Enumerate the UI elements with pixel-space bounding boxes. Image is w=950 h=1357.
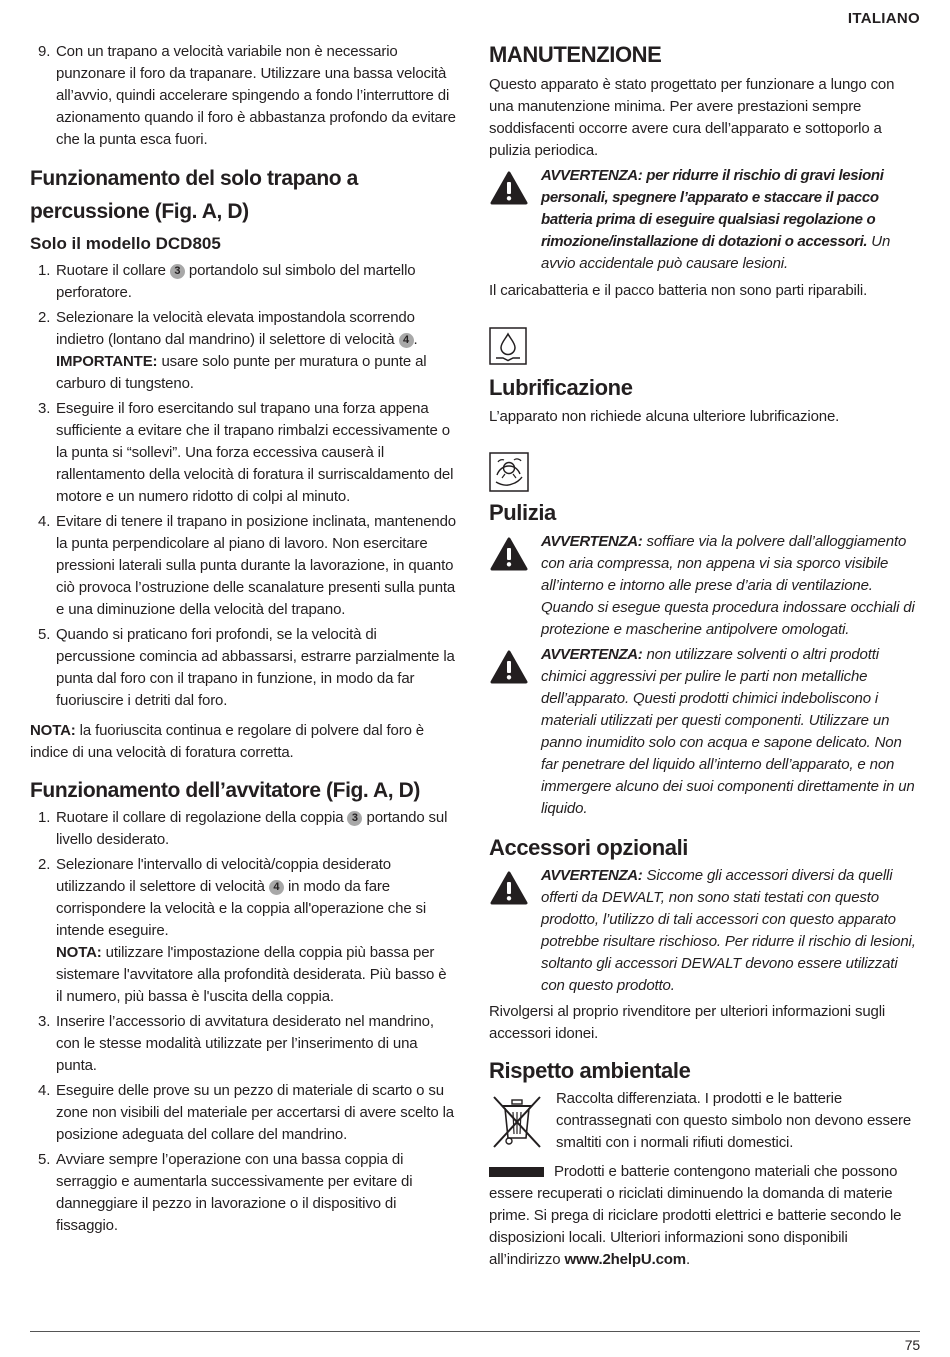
step-text: Eseguire delle prove su un pezzo di materiale di scarto o su zone non visibili del materiale per accertarsi di avere scelto la posizione adeguata del collare del mandrino. (56, 1082, 454, 1143)
warning-body: soffiare via la polvere dall’alloggiamento con aria compressa, non appena vi sia sporco visibile all’interno e intorno alle prese d’aria di ventilazione. Quando si esegue questa procedura indossare occhiali di protezione e mascherine antipolvere omologati. (541, 533, 915, 638)
warning-label: AVVERTENZA: (541, 533, 643, 550)
list-item (30, 854, 456, 1008)
screwdriving-steps-list (30, 807, 456, 1237)
accessories-warning (489, 865, 920, 997)
crossed-bin-icon (489, 1088, 556, 1159)
section-title-lubrication: Lubrificazione (489, 375, 633, 400)
step-number: 4. (38, 513, 51, 530)
left-column (30, 41, 456, 1237)
warning-text (541, 531, 920, 641)
step-text: Quando si praticano fori profondi, se la velocità di percussione comincia ad abbassarsi, estrarre parzialmente la punta dal foro con il trapano in funzione, in modo da far fuoriuscire i detriti dal foro. (56, 626, 455, 709)
recycling-text: Prodotti e batterie contengono materiali che possono essere recuperati o riciclati diminuendo la domanda di materie prime. Si prega di riciclare prodotti elettrici e batterie secondo le disposizioni locali. Ulteriori informazioni sono disponibili all’indirizzo (489, 1163, 902, 1268)
section-title-hammer-drilling: Funzionamento del solo trapano a percussione (Fig. A, D) (30, 167, 358, 223)
url-suffix: . (686, 1251, 691, 1268)
warning-triangle-icon (489, 865, 541, 997)
step-text (56, 807, 456, 851)
section-title-screwdriving: Funzionamento dell’avvitatore (Fig. A, D) (30, 779, 421, 802)
warning-text (541, 165, 920, 275)
step-number: 1. (38, 262, 51, 279)
important-text: usare solo punte per muratura o punte al carburo di tungsteno. (56, 353, 427, 392)
note-paragraph (30, 720, 456, 764)
separate-collection-bar (489, 1167, 544, 1177)
step-number: 4. (38, 1082, 51, 1099)
cleaning-warning (489, 644, 920, 820)
section-title-environment: Rispetto ambientale (489, 1058, 691, 1083)
oil-drop-icon (489, 327, 920, 365)
accessories-text: Rivolgersi al proprio rivenditore per ulteriori informazioni sugli accessori idonei. (489, 1003, 886, 1042)
section-title-maintenance: MANUTENZIONE (489, 42, 662, 67)
step-text-start: Ruotare il collare (56, 262, 166, 279)
warning-italic-text: Un avvio accidentale può causare lesioni. (541, 233, 891, 272)
list-item (30, 624, 456, 712)
step-number: 1. (38, 809, 51, 826)
maintenance-note: Il caricabatteria e il pacco batteria non sono parti riparabili. (489, 282, 868, 299)
step-text-end: . (413, 331, 418, 348)
separate-collection-row (489, 1088, 920, 1159)
step-text-start: Ruotare il collare di regolazione della coppia (56, 809, 344, 826)
speed-selector-callout-badge: 4 (269, 880, 284, 895)
note-text: la fuoriuscita continua e regolare di polvere dal foro è indice di una velocità di foratura corretta. (30, 722, 424, 761)
cleaning-hands-icon (489, 452, 920, 492)
cleaning-warning (489, 531, 920, 641)
right-column (489, 38, 920, 1271)
note-label: NOTA: (56, 944, 102, 961)
step-text: Avviare sempre l’operazione con una bassa coppia di serraggio e aumentarla successivamente per evitare di danneggiare il pezzo in lavorazione o il dispositivo di fissaggio. (56, 1151, 413, 1234)
warning-label: AVVERTENZA: (541, 867, 643, 884)
speed-selector-callout-badge: 4 (399, 333, 414, 348)
step-text: Eseguire il foro esercitando sul trapano una forza appena sufficiente a evitare che il trapano rimbalzi eccessivamente o la punta si “sollevi”. Una forza eccessiva causerà il rallentamento della velocità di foratura il surriscaldamento del motore e un numero ridotto di colpi al minuto. (56, 400, 454, 505)
section-title-optional-accessories: Accessori opzionali (489, 835, 689, 860)
note-text: utilizzare l'impostazione della coppia più bassa per sistemare l'avvitatore alla profondità desiderata. Più basso è il numero, più bassa è l'uscita della coppia. (56, 944, 447, 1005)
list-item (30, 260, 456, 304)
warning-text (541, 644, 920, 820)
list-item (30, 807, 456, 851)
model-subtitle: Solo il modello DCD805 (30, 234, 221, 253)
warning-body: non utilizzare solventi o altri prodotti chimici aggressivi per pulire le parti non metalliche dell’apparato. Questi prodotti chimici indeboliscono i materiali utilizzati per questi componenti. Utilizzare un panno inumidito solo con acqua e sapone delicato. Non far penetrare del liquido all’interno dell’apparato, e non immergere alcuno dei suoi componenti direttamente in un liquido. (541, 646, 915, 817)
step-number: 3. (38, 1013, 51, 1030)
warning-triangle-icon (489, 644, 541, 820)
step-text: Inserire l’accessorio di avvitatura desiderato nel mandrino, con le stesse modalità utilizzate per l’inserimento di una punta. (56, 1013, 434, 1074)
step-text-start: Selezionare l'intervallo di velocità/coppia desiderato utilizzando il selettore di velocità (56, 856, 391, 895)
separate-collection-text: Raccolta differenziata. I prodotti e le batterie contrassegnati con questo simbolo non devono essere smaltiti con i normali rifiuti domestici. (556, 1090, 912, 1151)
section-title-cleaning: Pulizia (489, 500, 556, 525)
step-number: 5. (38, 626, 51, 643)
footer-rule (30, 1331, 920, 1332)
step-text: Evitare di tenere il trapano in posizione inclinata, mantenendo la punta perpendicolare al piano di lavoro. Non esercitare pressioni laterali sulla punta durante la lavorazione, in quanto ciò provoca l’ostruzione delle scanalature presenti sulla punta e una diminuzione della velocità del trapano. (56, 513, 456, 618)
lubrication-text: L’apparato non richiede alcuna ulteriore lubrificazione. (489, 408, 840, 425)
step-number: 2. (38, 309, 51, 326)
recycling-paragraph (489, 1161, 920, 1271)
step-text-end: portando sul livello desiderato. (56, 809, 448, 848)
list-item (30, 1011, 456, 1077)
step-number: 2. (38, 856, 51, 873)
list-item (30, 511, 456, 621)
note-label: NOTA: (30, 722, 76, 739)
important-label: IMPORTANTE: (56, 353, 158, 370)
collar-callout-badge: 3 (170, 264, 185, 279)
list-item (30, 1080, 456, 1146)
list-item (30, 398, 456, 508)
step-text-end: in modo da fare corrispondere la velocità e la coppia all'operazione che si intende eseguire. (56, 878, 427, 939)
warning-text (541, 865, 920, 997)
page-number: 75 (904, 1337, 920, 1353)
step-text (56, 307, 456, 395)
maintenance-intro: Questo apparato è stato progettato per funzionare a lungo con una manutenzione minima. Per avere prestazioni sempre soddisfacenti occorre avere cura dell’apparato e sottoporlo a pulizia periodica. (489, 76, 895, 159)
step-text-start: Selezionare la velocità elevata impostandola scorrendo indietro (lontano dal mandrino) il selettore di velocità (56, 309, 415, 348)
warning-triangle-icon (489, 165, 541, 275)
collar-callout-badge: 3 (347, 811, 362, 826)
step-text (56, 854, 456, 1008)
language-label: ITALIANO (847, 10, 920, 27)
step-text (56, 260, 456, 304)
step-number: 9. (38, 43, 51, 60)
step-text-end: portandolo sul simbolo del martello perforatore. (56, 262, 416, 301)
warning-bold-text: AVVERTENZA: per ridurre il rischio di gravi lesioni personali, spegnere l’apparato e staccare il pacco batteria prima di eseguire qualsiasi regolazione o rimozione/installazione di dotazioni o accessori. (541, 167, 884, 250)
list-item (30, 307, 456, 395)
maintenance-warning (489, 165, 920, 275)
important-note (56, 351, 456, 395)
step-text: Con un trapano a velocità variabile non è necessario punzonare il foro da trapanare. Utilizzare una bassa velocità all’avvio, quindi accelerare spingendo a fondo l’interruttore di azionamento quando il foro è abbastanza profondo da evitare che la punta esca fuori. (56, 43, 456, 148)
website-url: www.2helpU.com (564, 1251, 686, 1268)
step-number: 3. (38, 400, 51, 417)
warning-body: Siccome gli accessori diversi da quelli offerti da DEWALT, non sono stati testati con questo prodotto, l’utilizzo di tali accessori con questo apparato potrebbe risultare rischioso. Per ridurre il rischio di lesioni, soltanto gli accessori DEWALT devono essere utilizzati con questo prodotto. (541, 867, 916, 994)
list-item (30, 1149, 456, 1237)
warning-label: AVVERTENZA: (541, 646, 643, 663)
hammer-steps-list (30, 260, 456, 712)
step-note (56, 942, 456, 1008)
step-number: 5. (38, 1151, 51, 1168)
warning-triangle-icon (489, 531, 541, 641)
list-item (30, 41, 456, 151)
